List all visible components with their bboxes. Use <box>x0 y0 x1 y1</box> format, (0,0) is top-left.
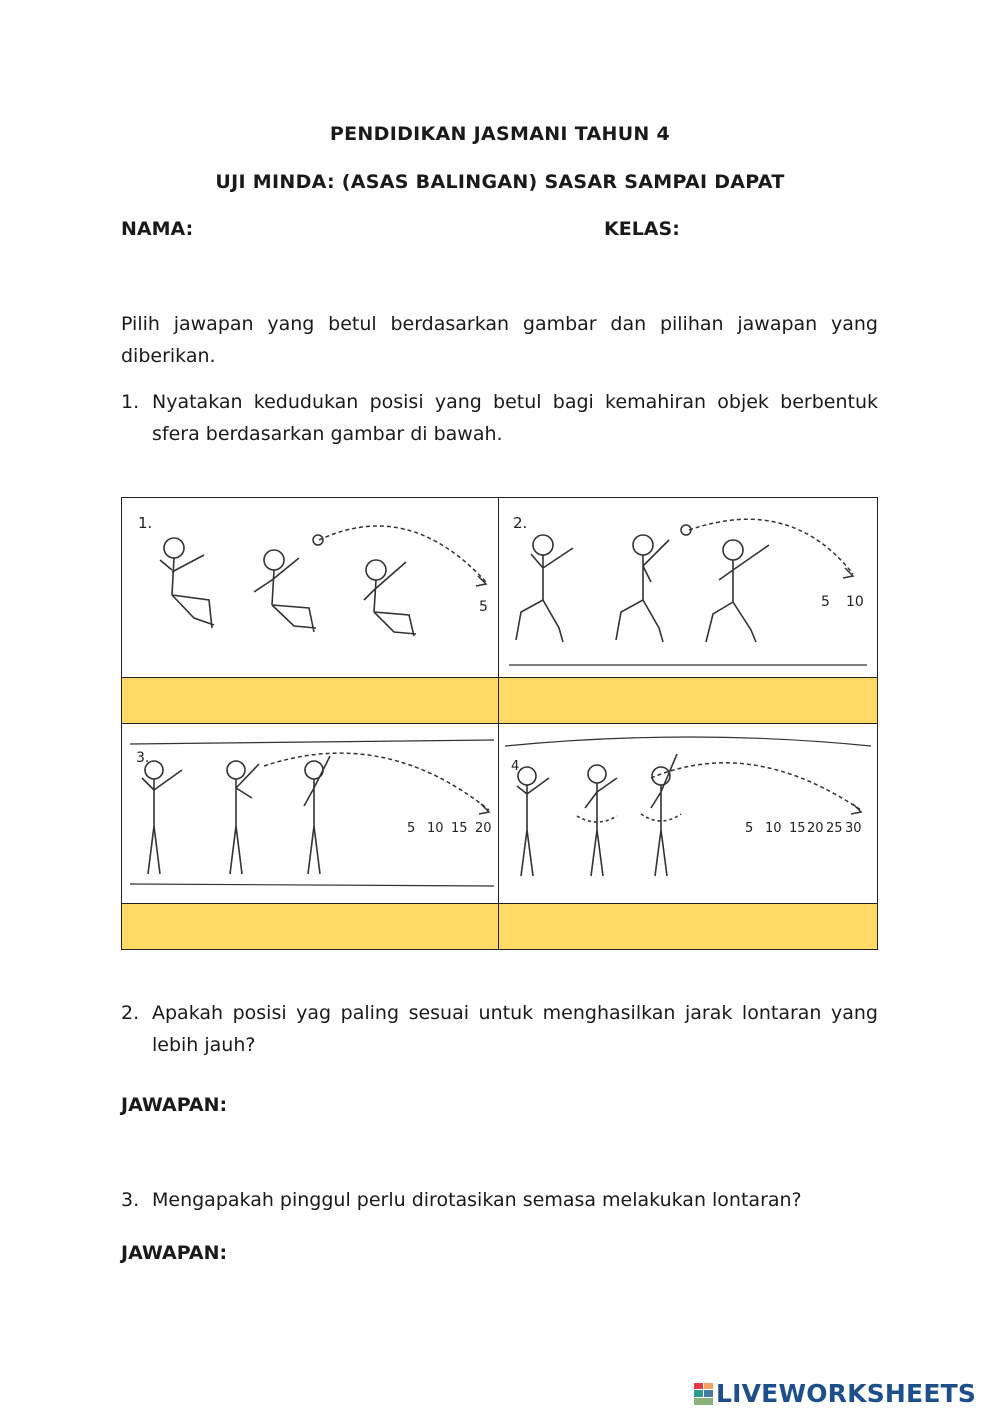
question-text: Mengapakah pinggul perlu dirotasikan semasa melakukan lontaran? <box>152 1189 802 1211</box>
question-text: Apakah posisi yag paling sesuai untuk menghasilkan jarak lontaran yang lebih jauh? <box>152 1002 878 1056</box>
distance-marker: 5 <box>745 821 754 836</box>
distance-marker: 20 <box>475 821 492 836</box>
question-text: Nyatakan kedudukan posisi yang betul bagi kemahiran objek berbentuk sfera berdasarkan gambar di bawah. <box>152 391 878 445</box>
throw-panel-1 <box>124 500 496 676</box>
distance-marker: 15 <box>451 821 468 836</box>
page-subtitle: UJI MINDA: (ASAS BALINGAN) SASAR SAMPAI DAPAT <box>215 171 785 193</box>
standing-figure-2 <box>227 761 259 874</box>
distance-marker: 15 <box>789 821 806 836</box>
standing-figure-6 <box>641 754 681 876</box>
distance-marker: 5 <box>821 594 830 610</box>
logo-text: LIVEWORKSHEETS <box>716 1379 977 1408</box>
answer-box-2[interactable] <box>499 678 877 723</box>
answer-label-3: JAWAPAN: <box>121 1242 228 1264</box>
kneeling-figure-3 <box>706 540 769 642</box>
kelas-label: KELAS: <box>604 218 680 240</box>
answer-box-4[interactable] <box>499 904 877 949</box>
panel-number: 2. <box>513 514 528 532</box>
standing-figure-1 <box>142 761 182 874</box>
panel-number: 3. <box>136 750 150 766</box>
distance-marker: 30 <box>845 821 862 836</box>
kneeling-figure-1 <box>516 535 573 642</box>
distance-marker: 10 <box>846 594 864 610</box>
sitting-figure-1 <box>160 538 214 628</box>
answer-label-2: JAWAPAN: <box>121 1094 228 1116</box>
question-number: 3. <box>121 1189 140 1211</box>
question-1 <box>121 386 878 450</box>
answer-box-3[interactable] <box>122 904 498 949</box>
kneeling-figure-2 <box>616 535 669 642</box>
question-2 <box>121 997 878 1061</box>
question-number: 2. <box>121 1002 140 1024</box>
standing-figure-4 <box>517 767 549 876</box>
standing-figure-3 <box>304 756 330 874</box>
standing-figure-5 <box>577 765 617 876</box>
question-3 <box>121 1184 878 1216</box>
panel-number: 1. <box>138 514 153 532</box>
distance-marker: 10 <box>765 821 782 836</box>
distance-marker: 5 <box>407 821 416 836</box>
distance-marker: 20 <box>807 821 824 836</box>
sitting-figure-2 <box>254 550 316 632</box>
page-title: PENDIDIKAN JASMANI TAHUN 4 <box>329 123 671 145</box>
throw-panel-3 <box>124 726 496 902</box>
throw-panel-4 <box>501 726 875 902</box>
answer-box-1[interactable] <box>122 678 498 723</box>
instruction-text: Pilih jawapan yang betul berdasarkan gambar dan pilihan jawapan yang diberikan. <box>121 313 878 367</box>
logo-icon <box>694 1382 714 1404</box>
liveworksheets-logo <box>694 1379 976 1408</box>
distance-marker: 25 <box>826 821 843 836</box>
distance-marker: 5 <box>479 599 488 615</box>
throw-panel-2 <box>501 500 875 676</box>
question-number: 1. <box>121 391 140 413</box>
sitting-figure-3 <box>364 560 416 636</box>
nama-label: NAMA: <box>121 218 194 240</box>
distance-marker: 10 <box>427 821 444 836</box>
image-grid <box>121 497 878 950</box>
panel-number: 4. <box>511 759 524 774</box>
